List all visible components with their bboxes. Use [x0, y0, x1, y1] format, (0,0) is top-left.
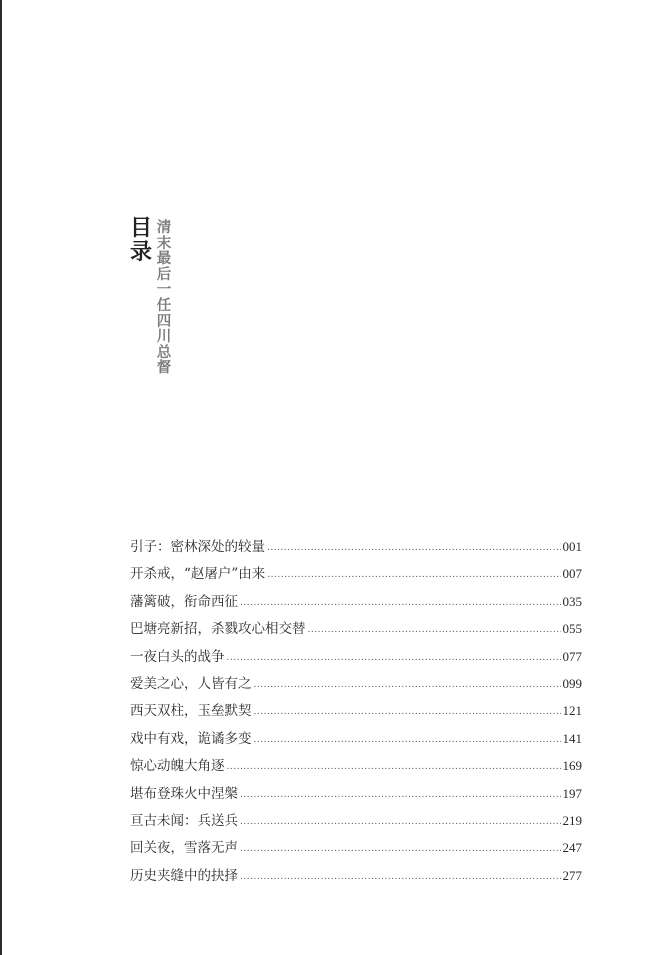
toc-entry-page: 169 [562, 758, 582, 774]
toc-leader-dots [240, 791, 561, 800]
toc-leader-dots [227, 763, 561, 772]
toc-entry[interactable] [130, 862, 582, 889]
toc-entry-page: 247 [562, 840, 582, 856]
toc-entry[interactable] [130, 533, 582, 560]
toc-leader-dots [254, 736, 561, 745]
toc-entry-page: 141 [562, 730, 582, 746]
toc-entry[interactable] [130, 670, 582, 697]
toc-entry-title: 巴塘亮新招，杀戮攻心相交替 [130, 621, 306, 638]
toc-leader-dots [240, 845, 561, 854]
toc-entry-title: 引子：密林深处的较量 [130, 539, 265, 555]
toc-entry[interactable] [130, 834, 582, 861]
table-of-contents [130, 533, 582, 889]
toc-leader-dots [227, 654, 561, 663]
contents-heading-text: 目 录 [129, 215, 152, 265]
toc-entry[interactable] [130, 807, 582, 834]
toc-entry-title: 戏中有戏，诡谲多变 [130, 730, 252, 747]
toc-entry[interactable] [130, 615, 582, 642]
toc-entry-title: 一夜白头的战争 [130, 648, 225, 665]
toc-entry[interactable] [130, 780, 582, 807]
toc-entry-page: 219 [562, 812, 582, 828]
toc-entry-page: 277 [562, 867, 582, 883]
toc-entry-page: 099 [562, 675, 582, 691]
toc-entry-page: 007 [562, 566, 582, 582]
toc-entry-title: 惊心动魄大角逐 [130, 758, 225, 775]
toc-entry[interactable] [130, 697, 582, 724]
toc-entry-page: 077 [562, 648, 582, 664]
toc-entry[interactable] [130, 752, 582, 779]
toc-leader-dots [267, 544, 561, 553]
toc-leader-dots [308, 626, 561, 635]
toc-leader-dots [240, 599, 561, 608]
toc-entry[interactable] [130, 560, 582, 587]
toc-entry-page: 055 [562, 621, 582, 637]
toc-entry-page: 001 [562, 539, 582, 554]
toc-entry[interactable] [130, 643, 582, 670]
toc-entry-page: 197 [562, 785, 582, 801]
toc-leader-dots [254, 681, 561, 690]
toc-leader-dots [240, 818, 561, 827]
contents-heading [128, 216, 154, 264]
toc-entry-title: 亘古未闻：兵送兵 [130, 812, 238, 829]
toc-entry-title: 西天双柱，玉垒默契 [130, 703, 252, 720]
toc-leader-dots [254, 708, 561, 717]
toc-entry-title: 历史夹缝中的抉择 [130, 867, 238, 884]
toc-entry-page: 035 [562, 593, 582, 609]
page-edge-line [0, 0, 2, 955]
toc-leader-dots [267, 571, 560, 580]
toc-leader-dots [240, 873, 561, 882]
toc-entry-page: 121 [562, 703, 582, 719]
toc-entry[interactable] [130, 588, 582, 615]
toc-entry-title: 藩篱破，衔命西征 [130, 593, 238, 610]
book-subtitle-text: 清 末 最 后 一 任 四 川 总 督 [156, 219, 172, 377]
toc-entry-title: 回关夜，雪落无声 [130, 840, 238, 857]
toc-entry-title: 爱美之心，人皆有之 [130, 675, 252, 692]
toc-entry-title: 堪布登珠火中涅槃 [130, 785, 238, 802]
book-subtitle [156, 220, 172, 376]
toc-entry-title: 开杀戒，“赵屠户”由来 [130, 566, 266, 583]
toc-entry[interactable] [130, 725, 582, 752]
